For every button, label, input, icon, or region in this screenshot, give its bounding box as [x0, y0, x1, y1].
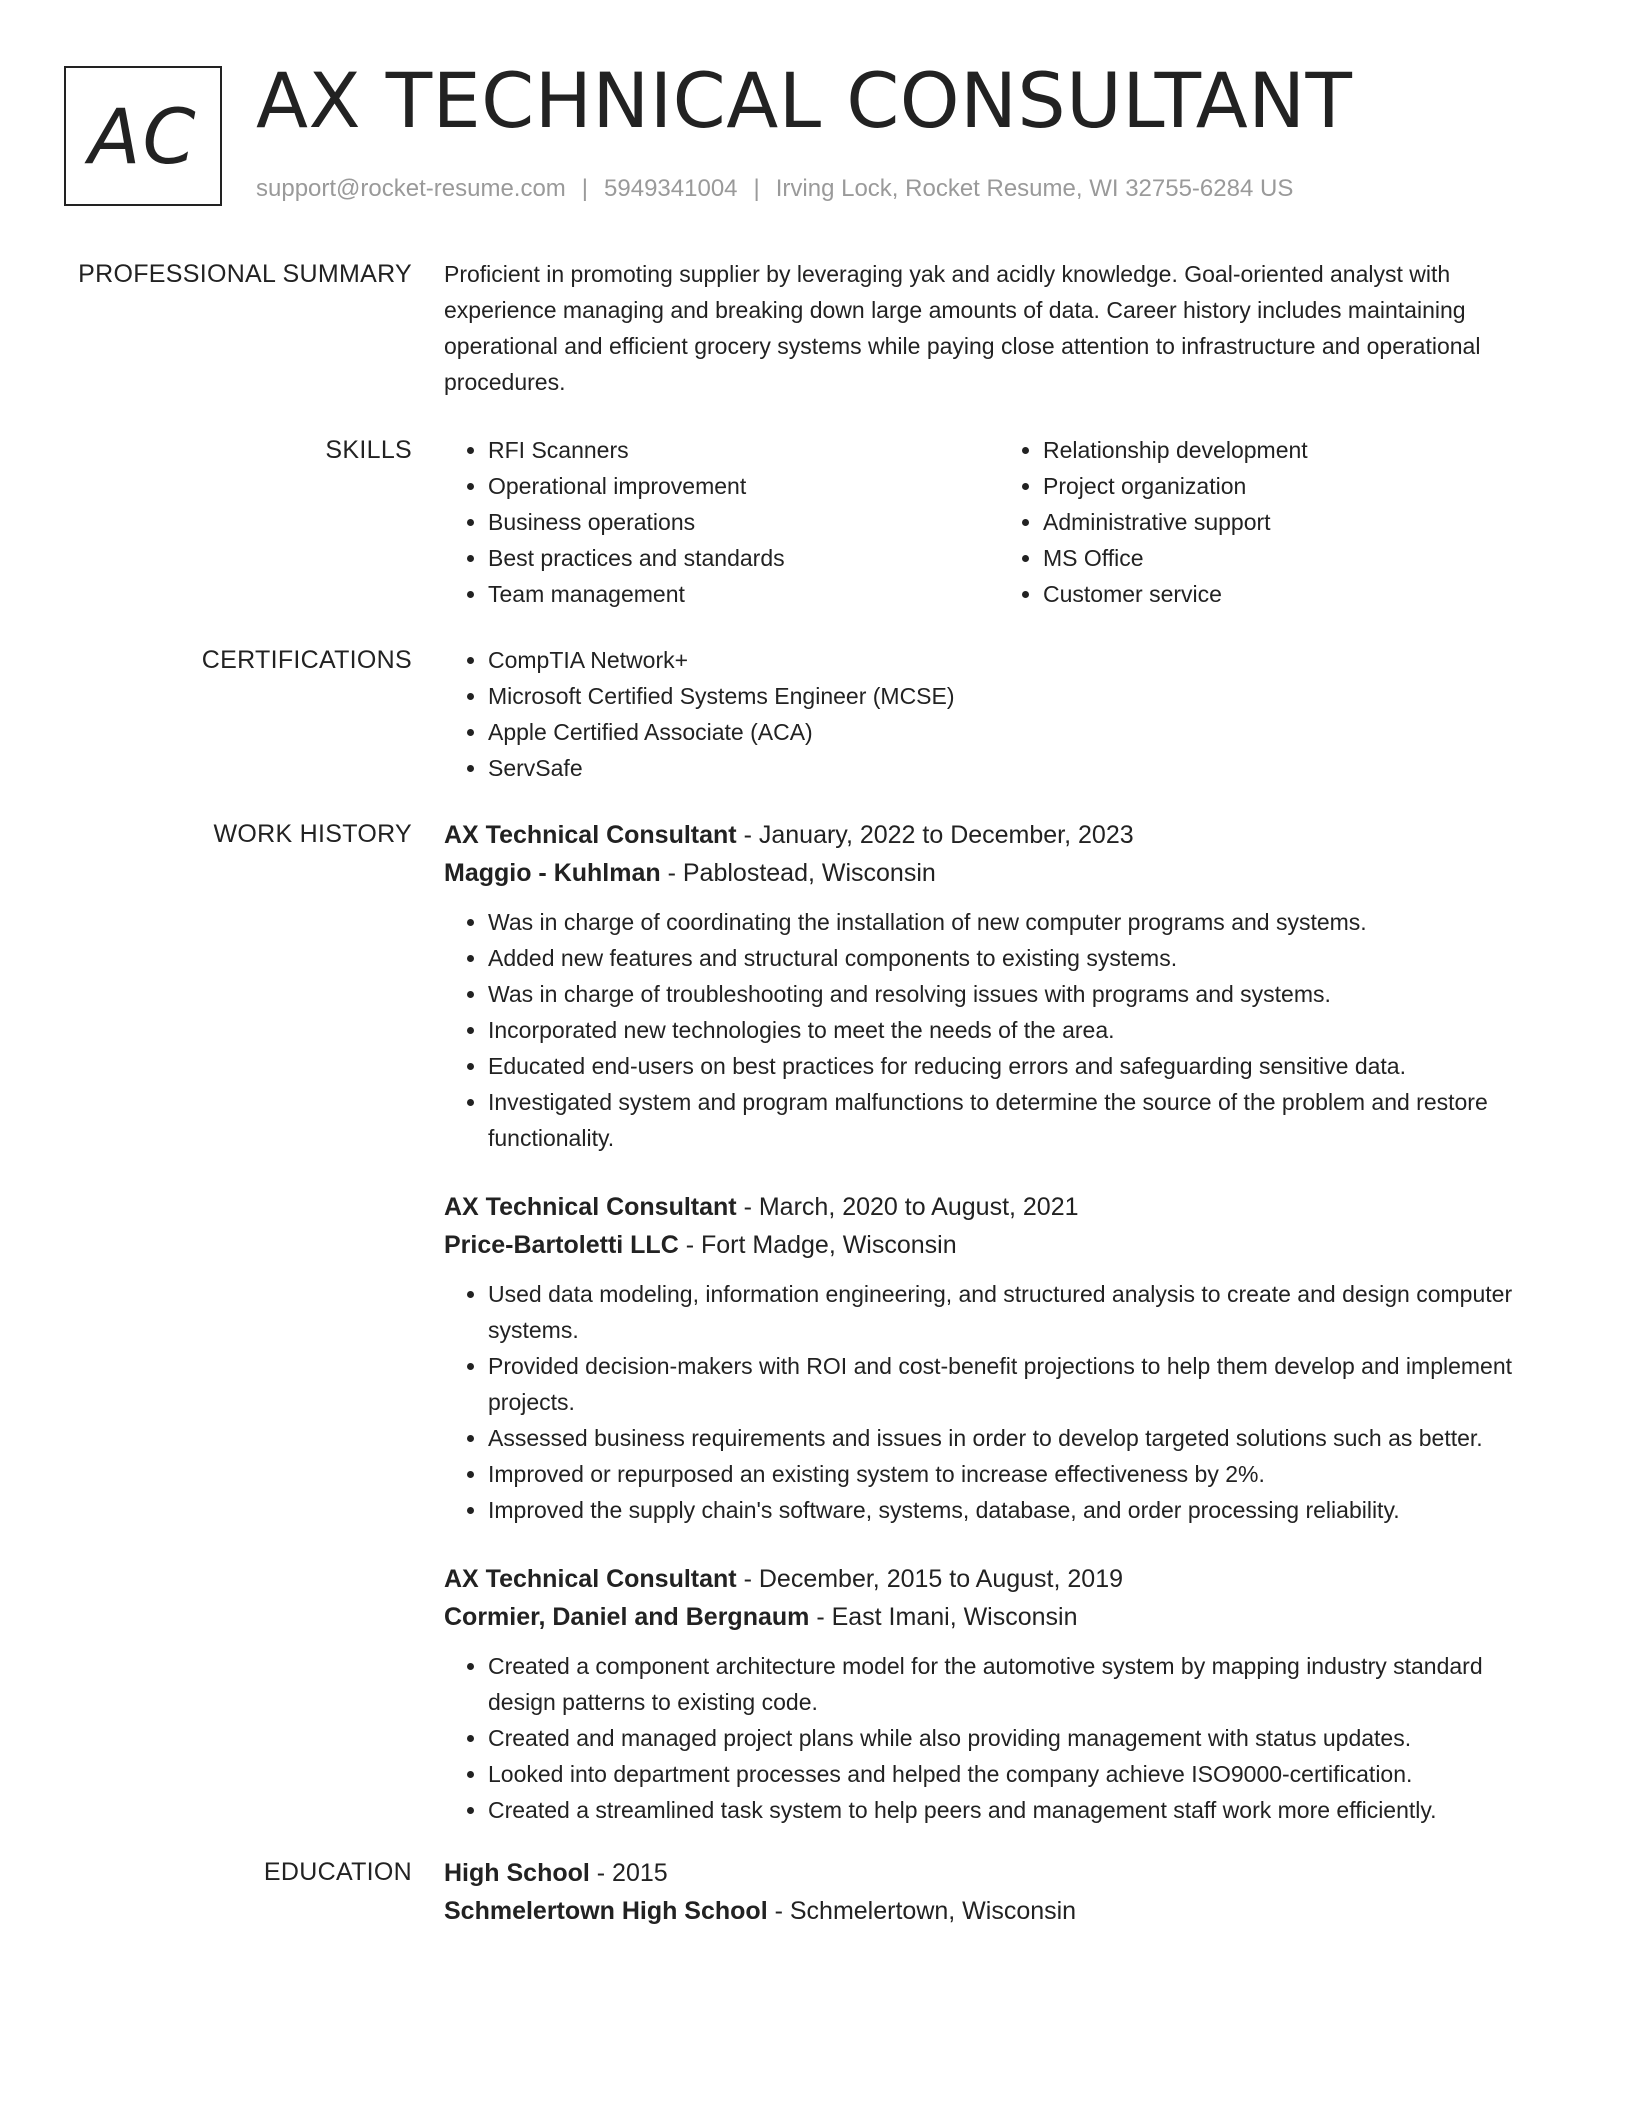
- job-dates: - January, 2022 to December, 2023: [736, 821, 1134, 849]
- section-label-work-history: WORK HISTORY: [213, 820, 412, 848]
- skills-list-left: [444, 432, 999, 612]
- job-company: Cormier, Daniel and Bergnaum: [444, 1603, 810, 1631]
- section-label-education: EDUCATION: [263, 1858, 412, 1886]
- job-company: Price-Bartoletti LLC: [444, 1231, 679, 1259]
- education-location: - Schmelertown, Wisconsin: [767, 1897, 1077, 1925]
- education-degree: High School: [444, 1859, 590, 1887]
- job-title: AX Technical Consultant: [444, 1193, 737, 1221]
- job-entry: [444, 1560, 1554, 1828]
- certifications-section: [0, 642, 1632, 786]
- skills-section: [0, 432, 1632, 612]
- certification-item: • Apple Certified Associate (ACA): [488, 714, 1554, 750]
- skill-item: • Administrative support: [1043, 504, 1554, 540]
- contact-line: [256, 174, 1293, 204]
- job-dates: - December, 2015 to August, 2019: [736, 1565, 1124, 1593]
- contact-email: support@rocket-resume.com: [256, 175, 566, 202]
- skills-columns: [444, 432, 1554, 612]
- job-bullet: • Was in charge of coordinating the installation of new computer programs and systems.: [488, 904, 1554, 940]
- certification-item: • Microsoft Certified Systems Engineer (MCSE): [488, 678, 1554, 714]
- contact-phone: 5949341004: [604, 175, 738, 202]
- certifications-body: [444, 642, 1554, 786]
- certification-item: • CompTIA Network+: [488, 642, 1554, 678]
- job-company: Maggio - Kuhlman: [444, 859, 661, 887]
- summary-text: Proficient in promoting supplier by leveraging yak and acidly knowledge. Goal-oriented analyst with experience managing and breaking down large amounts of data. Career history includes maintaining operational and efficient grocery systems while paying close attention to infrastructure and operational procedures.: [444, 261, 1481, 395]
- job-bullet: • Added new features and structural components to existing systems.: [488, 940, 1554, 976]
- job-entry: [444, 1188, 1554, 1528]
- skill-item: • Customer service: [1043, 576, 1554, 612]
- job-title: AX Technical Consultant: [444, 1565, 737, 1593]
- job-location: - Pablostead, Wisconsin: [660, 859, 936, 887]
- monogram-box: [64, 66, 222, 206]
- job-location: - East Imani, Wisconsin: [809, 1603, 1078, 1631]
- job-bullet: • Was in charge of troubleshooting and resolving issues with programs and systems.: [488, 976, 1554, 1012]
- certifications-list: [444, 642, 1554, 786]
- education-school: Schmelertown High School: [444, 1897, 768, 1925]
- job-bullet: • Improved the supply chain's software, systems, database, and order processing reliability.: [488, 1492, 1554, 1528]
- job-dates: - March, 2020 to August, 2021: [736, 1193, 1079, 1221]
- education-section: [0, 1854, 1632, 1930]
- work-history-body: [444, 816, 1554, 1828]
- job-bullet: • Investigated system and program malfunctions to determine the source of the problem and restore functionality.: [488, 1084, 1554, 1156]
- job-bullet: • Created a streamlined task system to help peers and management staff work more efficiently.: [488, 1792, 1554, 1828]
- job-company-line: [444, 854, 1554, 892]
- job-title-line: [444, 1188, 1554, 1226]
- job-title-line: [444, 1560, 1554, 1598]
- job-bullets: [444, 1276, 1554, 1528]
- job-bullet: • Improved or repurposed an existing system to increase effectiveness by 2%.: [488, 1456, 1554, 1492]
- skill-item: • Operational improvement: [488, 468, 999, 504]
- skills-list-right: [999, 432, 1554, 612]
- resume-content: [0, 256, 1632, 1930]
- job-bullet: • Created and managed project plans while also providing management with status updates.: [488, 1720, 1554, 1756]
- job-title: AX Technical Consultant: [444, 821, 737, 849]
- certification-item: • ServSafe: [488, 750, 1554, 786]
- job-company-line: [444, 1226, 1554, 1264]
- education-degree-line: [444, 1854, 1554, 1892]
- job-bullet: • Used data modeling, information engineering, and structured analysis to create and design computer systems.: [488, 1276, 1554, 1348]
- education-year: - 2015: [589, 1859, 668, 1887]
- skill-item: • Best practices and standards: [488, 540, 999, 576]
- page-title: AX TECHNICAL CONSULTANT: [256, 56, 1353, 145]
- skill-item: • Relationship development: [1043, 432, 1554, 468]
- contact-separator: |: [753, 175, 760, 202]
- job-bullet: • Educated end-users on best practices for reducing errors and safeguarding sensitive data.: [488, 1048, 1554, 1084]
- skill-item: • Team management: [488, 576, 999, 612]
- job-company-line: [444, 1598, 1554, 1636]
- skill-item: • MS Office: [1043, 540, 1554, 576]
- job-location: - Fort Madge, Wisconsin: [678, 1231, 957, 1259]
- contact-separator: |: [581, 175, 589, 202]
- section-label-skills: SKILLS: [325, 436, 412, 464]
- skill-item: • Business operations: [488, 504, 999, 540]
- job-title-line: [444, 816, 1554, 854]
- monogram-initials: AC: [88, 91, 198, 181]
- job-bullet: • Incorporated new technologies to meet the needs of the area.: [488, 1012, 1554, 1048]
- job-entry: [444, 816, 1554, 1156]
- section-label-certifications: CERTIFICATIONS: [201, 646, 412, 674]
- skill-item: • Project organization: [1043, 468, 1554, 504]
- education-body: [444, 1854, 1554, 1930]
- education-school-line: [444, 1892, 1554, 1930]
- work-history-section: [0, 816, 1632, 1828]
- skill-item: • RFI Scanners: [488, 432, 999, 468]
- summary-section: [0, 256, 1632, 400]
- section-label-summary: PROFESSIONAL SUMMARY: [78, 260, 412, 288]
- job-bullet: • Provided decision-makers with ROI and cost-benefit projections to help them develop and implement projects.: [488, 1348, 1554, 1420]
- job-bullets: [444, 904, 1554, 1156]
- contact-address: Irving Lock, Rocket Resume, WI 32755-6284 US: [775, 175, 1294, 202]
- job-bullets: [444, 1648, 1554, 1828]
- job-bullet: • Assessed business requirements and issues in order to develop targeted solutions such as better.: [488, 1420, 1554, 1456]
- job-bullet: • Looked into department processes and helped the company achieve ISO9000-certification.: [488, 1756, 1554, 1792]
- job-bullet: • Created a component architecture model for the automotive system by mapping industry standard design patterns to existing code.: [488, 1648, 1554, 1720]
